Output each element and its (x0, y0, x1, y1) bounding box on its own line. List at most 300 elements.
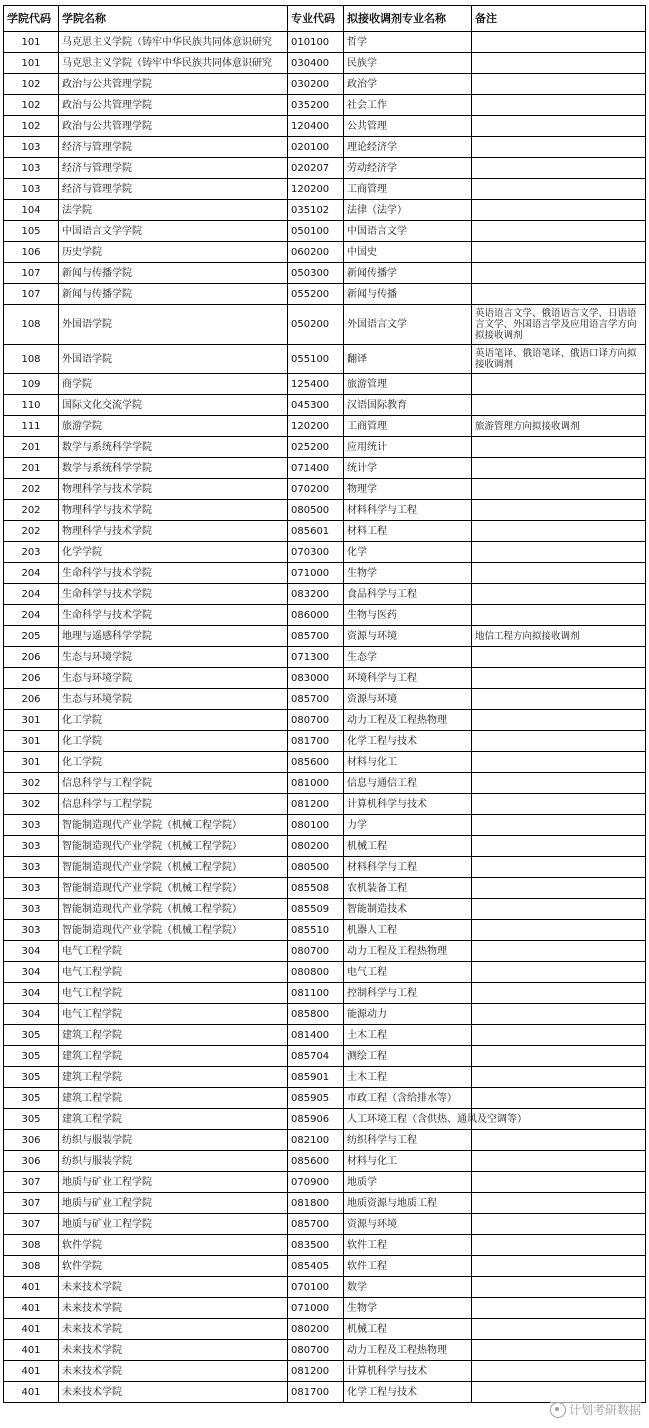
cell-major-code: 030400 (288, 53, 344, 74)
cell-major-code: 085704 (288, 1046, 344, 1067)
cell-school-code: 401 (4, 1298, 59, 1319)
cell-note (472, 179, 646, 200)
cell-major-name: 信息与通信工程 (344, 773, 472, 794)
cell-school-code: 303 (4, 920, 59, 941)
cell-major-code: 082100 (288, 1130, 344, 1151)
cell-school-code: 204 (4, 563, 59, 584)
table-row (4, 53, 646, 74)
cell-major-code: 085601 (288, 521, 344, 542)
cell-major-name: 理论经济学 (344, 137, 472, 158)
cell-school-name: 物理科学与技术学院 (59, 521, 288, 542)
cell-major-name: 统计学 (344, 458, 472, 479)
cell-note (472, 1130, 646, 1151)
table-row (4, 242, 646, 263)
cell-note (472, 284, 646, 305)
cell-major-name: 软件工程 (344, 1235, 472, 1256)
table-row (4, 1109, 646, 1130)
table-row (4, 563, 646, 584)
cell-major-name: 材料与化工 (344, 1151, 472, 1172)
cell-school-name: 建筑工程学院 (59, 1109, 288, 1130)
cell-note (472, 563, 646, 584)
cell-major-name: 人工环境工程（含供热、通风及空调等） (344, 1109, 472, 1130)
cell-major-code: 030200 (288, 74, 344, 95)
cell-school-code: 304 (4, 983, 59, 1004)
cell-major-code: 085405 (288, 1256, 344, 1277)
cell-note (472, 647, 646, 668)
cell-major-name: 政治学 (344, 74, 472, 95)
cell-major-name: 机械工程 (344, 836, 472, 857)
cell-school-name: 建筑工程学院 (59, 1088, 288, 1109)
cell-school-name: 智能制造现代产业学院（机械工程学院） (59, 815, 288, 836)
cell-school-code: 305 (4, 1109, 59, 1130)
cell-school-code: 302 (4, 773, 59, 794)
cell-school-name: 电气工程学院 (59, 941, 288, 962)
cell-major-code: 083200 (288, 584, 344, 605)
cell-major-code: 080800 (288, 962, 344, 983)
cell-school-name: 法学院 (59, 200, 288, 221)
cell-major-code: 081200 (288, 1361, 344, 1382)
table-row (4, 1067, 646, 1088)
cell-school-name: 未来技术学院 (59, 1277, 288, 1298)
cell-school-name: 未来技术学院 (59, 1340, 288, 1361)
cell-major-name: 纺织科学与工程 (344, 1130, 472, 1151)
cell-note (472, 1004, 646, 1025)
cell-school-code: 401 (4, 1382, 59, 1403)
cell-major-code: 035200 (288, 95, 344, 116)
cell-school-name: 地理与遥感科学学院 (59, 626, 288, 647)
table-row (4, 221, 646, 242)
cell-major-code: 080700 (288, 710, 344, 731)
cell-major-name: 民族学 (344, 53, 472, 74)
table-body (4, 32, 646, 1403)
cell-major-code: 085508 (288, 878, 344, 899)
cell-major-name: 农机装备工程 (344, 878, 472, 899)
cell-major-code: 081100 (288, 983, 344, 1004)
table-row (4, 284, 646, 305)
cell-major-name: 中国语言文学 (344, 221, 472, 242)
cell-major-code: 050200 (288, 305, 344, 345)
cell-school-name: 化工学院 (59, 752, 288, 773)
cell-school-code: 201 (4, 458, 59, 479)
cell-major-code: 085700 (288, 1214, 344, 1235)
cell-major-name: 数学 (344, 1277, 472, 1298)
cell-note (472, 941, 646, 962)
cell-school-code: 101 (4, 53, 59, 74)
cell-school-code: 205 (4, 626, 59, 647)
watermark-text: 计划考研数据 (568, 1403, 641, 1417)
cell-school-name: 智能制造现代产业学院（机械工程学院） (59, 836, 288, 857)
cell-major-code: 025200 (288, 437, 344, 458)
table-row (4, 179, 646, 200)
cell-note (472, 1298, 646, 1319)
cell-school-code: 301 (4, 752, 59, 773)
table-row (4, 1319, 646, 1340)
cell-major-name: 控制科学与工程 (344, 983, 472, 1004)
table-row (4, 920, 646, 941)
cell-note (472, 95, 646, 116)
cell-school-name: 化工学院 (59, 731, 288, 752)
cell-major-name: 生态学 (344, 647, 472, 668)
cell-note (472, 752, 646, 773)
cell-school-name: 纺织与服装学院 (59, 1130, 288, 1151)
table-row (4, 137, 646, 158)
cell-school-code: 401 (4, 1277, 59, 1298)
cell-note (472, 1361, 646, 1382)
cell-note (472, 815, 646, 836)
cell-major-name: 机器人工程 (344, 920, 472, 941)
cell-major-code: 086000 (288, 605, 344, 626)
cell-school-name: 外国语学院 (59, 305, 288, 345)
cell-major-code: 081800 (288, 1193, 344, 1214)
cell-note (472, 920, 646, 941)
cell-school-code: 303 (4, 899, 59, 920)
table-row (4, 1382, 646, 1403)
cell-major-name: 应用统计 (344, 437, 472, 458)
table-row (4, 1172, 646, 1193)
cell-school-code: 102 (4, 116, 59, 137)
cell-school-code: 301 (4, 731, 59, 752)
cell-school-name: 化学学院 (59, 542, 288, 563)
cell-major-name: 旅游管理 (344, 374, 472, 395)
cell-school-code: 307 (4, 1172, 59, 1193)
cell-school-name: 软件学院 (59, 1235, 288, 1256)
cell-school-code: 108 (4, 305, 59, 345)
cell-major-code: 085800 (288, 1004, 344, 1025)
cell-school-name: 未来技术学院 (59, 1319, 288, 1340)
cell-school-name: 数学与系统科学学院 (59, 458, 288, 479)
cell-school-code: 301 (4, 710, 59, 731)
cell-note (472, 1319, 646, 1340)
cell-note (472, 1382, 646, 1403)
cell-note (472, 32, 646, 53)
cell-major-code: 071000 (288, 563, 344, 584)
cell-note (472, 479, 646, 500)
cell-school-name: 国际文化交流学院 (59, 395, 288, 416)
cell-major-name: 化学工程与技术 (344, 731, 472, 752)
cell-major-name: 社会工作 (344, 95, 472, 116)
cell-major-code: 081700 (288, 731, 344, 752)
table-row (4, 899, 646, 920)
cell-school-name: 电气工程学院 (59, 1004, 288, 1025)
cell-major-name: 资源与环境 (344, 689, 472, 710)
cell-school-code: 303 (4, 857, 59, 878)
cell-school-code: 102 (4, 74, 59, 95)
cell-major-name: 力学 (344, 815, 472, 836)
cell-note (472, 374, 646, 395)
cell-school-code: 103 (4, 179, 59, 200)
cell-major-code: 071000 (288, 1298, 344, 1319)
cell-major-name: 土木工程 (344, 1025, 472, 1046)
table-header-row (4, 6, 646, 32)
table-row (4, 710, 646, 731)
cell-school-name: 信息科学与工程学院 (59, 794, 288, 815)
cell-major-code: 010100 (288, 32, 344, 53)
table-row (4, 773, 646, 794)
cell-major-code: 085901 (288, 1067, 344, 1088)
cell-major-name: 生物学 (344, 563, 472, 584)
cell-note (472, 137, 646, 158)
cell-major-code: 070300 (288, 542, 344, 563)
table-row (4, 626, 646, 647)
cell-school-name: 化工学院 (59, 710, 288, 731)
table-row (4, 1277, 646, 1298)
cell-major-code: 081700 (288, 1382, 344, 1403)
table-row (4, 74, 646, 95)
cell-major-code: 120200 (288, 179, 344, 200)
table-row (4, 1214, 646, 1235)
cell-note (472, 116, 646, 137)
header-school-name: 学院名称 (59, 6, 288, 32)
cell-school-code: 202 (4, 479, 59, 500)
cell-school-name: 未来技术学院 (59, 1298, 288, 1319)
cell-major-code: 080200 (288, 836, 344, 857)
cell-school-code: 303 (4, 836, 59, 857)
cell-note (472, 857, 646, 878)
cell-school-name: 生态与环境学院 (59, 689, 288, 710)
table-row (4, 1340, 646, 1361)
cell-school-code: 206 (4, 689, 59, 710)
cell-note: 英语语言文学、俄语语言文学、日语语言文学、外国语言学及应用语言学方向拟接收调剂 (472, 305, 646, 345)
cell-school-name: 政治与公共管理学院 (59, 95, 288, 116)
table-row (4, 794, 646, 815)
header-school-code: 学院代码 (4, 6, 59, 32)
cell-school-name: 政治与公共管理学院 (59, 74, 288, 95)
cell-note (472, 605, 646, 626)
cell-note: 地信工程方向拟接收调剂 (472, 626, 646, 647)
cell-major-name: 动力工程及工程热物理 (344, 941, 472, 962)
table-row (4, 1298, 646, 1319)
cell-school-code: 206 (4, 647, 59, 668)
cell-school-code: 204 (4, 584, 59, 605)
cell-school-code: 306 (4, 1130, 59, 1151)
cell-major-name: 环境科学与工程 (344, 668, 472, 689)
cell-school-name: 地质与矿业工程学院 (59, 1214, 288, 1235)
table-row (4, 878, 646, 899)
cell-school-name: 外国语学院 (59, 345, 288, 374)
table-row (4, 458, 646, 479)
cell-school-code: 304 (4, 941, 59, 962)
cell-major-name: 中国史 (344, 242, 472, 263)
table-row (4, 983, 646, 1004)
cell-school-code: 308 (4, 1235, 59, 1256)
cell-note (472, 1151, 646, 1172)
cell-major-code: 055100 (288, 345, 344, 374)
cell-major-name: 材料工程 (344, 521, 472, 542)
cell-major-code: 080500 (288, 857, 344, 878)
cell-major-name: 土木工程 (344, 1067, 472, 1088)
cell-major-name: 智能制造技术 (344, 899, 472, 920)
cell-major-code: 071400 (288, 458, 344, 479)
table-row (4, 1256, 646, 1277)
cell-major-code: 081000 (288, 773, 344, 794)
cell-school-code: 201 (4, 437, 59, 458)
cell-major-name: 电气工程 (344, 962, 472, 983)
cell-school-code: 307 (4, 1214, 59, 1235)
cell-note (472, 1067, 646, 1088)
cell-major-name: 计算机科学与技术 (344, 794, 472, 815)
table-row (4, 857, 646, 878)
table-row (4, 263, 646, 284)
cell-school-name: 信息科学与工程学院 (59, 773, 288, 794)
table-row (4, 1235, 646, 1256)
table-row (4, 1193, 646, 1214)
table-row (4, 1004, 646, 1025)
cell-school-code: 110 (4, 395, 59, 416)
cell-note: 英语笔译、俄语笔译、俄语口译方向拟接收调剂 (472, 345, 646, 374)
cell-school-name: 智能制造现代产业学院（机械工程学院） (59, 878, 288, 899)
cell-school-name: 地质与矿业工程学院 (59, 1172, 288, 1193)
cell-major-code: 081200 (288, 794, 344, 815)
cell-major-code: 080700 (288, 1340, 344, 1361)
cell-school-name: 生态与环境学院 (59, 647, 288, 668)
cell-major-name: 材料与化工 (344, 752, 472, 773)
cell-school-name: 电气工程学院 (59, 983, 288, 1004)
cell-note (472, 731, 646, 752)
cell-school-name: 纺织与服装学院 (59, 1151, 288, 1172)
cell-major-code: 085509 (288, 899, 344, 920)
cell-school-name: 马克思主义学院（铸牢中华民族共同体意识研究 (59, 32, 288, 53)
cell-school-code: 105 (4, 221, 59, 242)
cell-note (472, 458, 646, 479)
table-row (4, 1361, 646, 1382)
cell-school-name: 生态与环境学院 (59, 668, 288, 689)
cell-note (472, 1340, 646, 1361)
wechat-channel-icon (550, 1402, 566, 1418)
header-major-code: 专业代码 (288, 6, 344, 32)
cell-school-code: 401 (4, 1319, 59, 1340)
table-row (4, 479, 646, 500)
table-row (4, 1088, 646, 1109)
cell-major-code: 071300 (288, 647, 344, 668)
cell-note (472, 1088, 646, 1109)
cell-school-code: 304 (4, 962, 59, 983)
cell-major-code: 120400 (288, 116, 344, 137)
cell-note (472, 962, 646, 983)
cell-school-name: 未来技术学院 (59, 1361, 288, 1382)
cell-school-name: 物理科学与技术学院 (59, 479, 288, 500)
table-row (4, 584, 646, 605)
cell-note (472, 1046, 646, 1067)
cell-school-code: 104 (4, 200, 59, 221)
cell-school-code: 103 (4, 158, 59, 179)
cell-school-name: 中国语言文学学院 (59, 221, 288, 242)
cell-school-name: 未来技术学院 (59, 1382, 288, 1403)
table-row (4, 374, 646, 395)
cell-note (472, 1193, 646, 1214)
cell-note (472, 899, 646, 920)
cell-major-name: 动力工程及工程热物理 (344, 710, 472, 731)
table-row (4, 95, 646, 116)
cell-note (472, 1256, 646, 1277)
cell-school-name: 经济与管理学院 (59, 158, 288, 179)
cell-note (472, 710, 646, 731)
cell-major-code: 083500 (288, 1235, 344, 1256)
cell-note (472, 263, 646, 284)
table-row (4, 32, 646, 53)
cell-school-code: 109 (4, 374, 59, 395)
cell-major-name: 软件工程 (344, 1256, 472, 1277)
cell-note (472, 1172, 646, 1193)
table-row (4, 437, 646, 458)
cell-school-code: 305 (4, 1088, 59, 1109)
cell-school-code: 401 (4, 1361, 59, 1382)
cell-major-code: 060200 (288, 242, 344, 263)
cell-major-name: 生物与医药 (344, 605, 472, 626)
cell-major-code: 085700 (288, 626, 344, 647)
cell-school-name: 建筑工程学院 (59, 1025, 288, 1046)
cell-school-code: 102 (4, 95, 59, 116)
cell-note (472, 395, 646, 416)
cell-school-name: 数学与系统科学学院 (59, 437, 288, 458)
cell-major-name: 市政工程（含给排水等） (344, 1088, 472, 1109)
cell-school-name: 生命科学与技术学院 (59, 563, 288, 584)
cell-major-name: 能源动力 (344, 1004, 472, 1025)
cell-school-code: 202 (4, 521, 59, 542)
cell-note (472, 794, 646, 815)
table-row (4, 542, 646, 563)
cell-school-name: 旅游学院 (59, 416, 288, 437)
table-row (4, 668, 646, 689)
cell-major-code: 080700 (288, 941, 344, 962)
table-row (4, 345, 646, 374)
cell-note: 旅游管理方向拟接收调剂 (472, 416, 646, 437)
cell-school-code: 305 (4, 1025, 59, 1046)
cell-major-name: 新闻与传播 (344, 284, 472, 305)
table-row (4, 752, 646, 773)
cell-school-code: 101 (4, 32, 59, 53)
cell-note (472, 1235, 646, 1256)
cell-school-code: 203 (4, 542, 59, 563)
cell-major-name: 工商管理 (344, 179, 472, 200)
cell-school-code: 107 (4, 263, 59, 284)
cell-school-code: 107 (4, 284, 59, 305)
cell-major-name: 汉语国际教育 (344, 395, 472, 416)
cell-note (472, 500, 646, 521)
table-row (4, 416, 646, 437)
cell-major-code: 035102 (288, 200, 344, 221)
cell-major-name: 地质学 (344, 1172, 472, 1193)
cell-major-name: 翻译 (344, 345, 472, 374)
cell-major-name: 劳动经济学 (344, 158, 472, 179)
cell-major-code: 085510 (288, 920, 344, 941)
table-row (4, 689, 646, 710)
cell-major-name: 地质资源与地质工程 (344, 1193, 472, 1214)
table-row (4, 1130, 646, 1151)
cell-major-name: 法律（法学） (344, 200, 472, 221)
table-row (4, 1046, 646, 1067)
watermark (550, 1401, 641, 1418)
table-row (4, 605, 646, 626)
cell-note (472, 689, 646, 710)
cell-school-name: 经济与管理学院 (59, 179, 288, 200)
transfer-majors-table (3, 5, 646, 1403)
cell-note (472, 242, 646, 263)
cell-school-name: 智能制造现代产业学院（机械工程学院） (59, 920, 288, 941)
cell-note (472, 158, 646, 179)
cell-major-name: 哲学 (344, 32, 472, 53)
cell-school-code: 202 (4, 500, 59, 521)
cell-major-code: 120200 (288, 416, 344, 437)
cell-school-name: 生命科学与技术学院 (59, 605, 288, 626)
table-row (4, 731, 646, 752)
table-row (4, 1151, 646, 1172)
cell-school-code: 305 (4, 1067, 59, 1088)
cell-major-code: 045300 (288, 395, 344, 416)
table-row (4, 158, 646, 179)
table-row (4, 962, 646, 983)
cell-school-name: 智能制造现代产业学院（机械工程学院） (59, 857, 288, 878)
cell-note (472, 521, 646, 542)
